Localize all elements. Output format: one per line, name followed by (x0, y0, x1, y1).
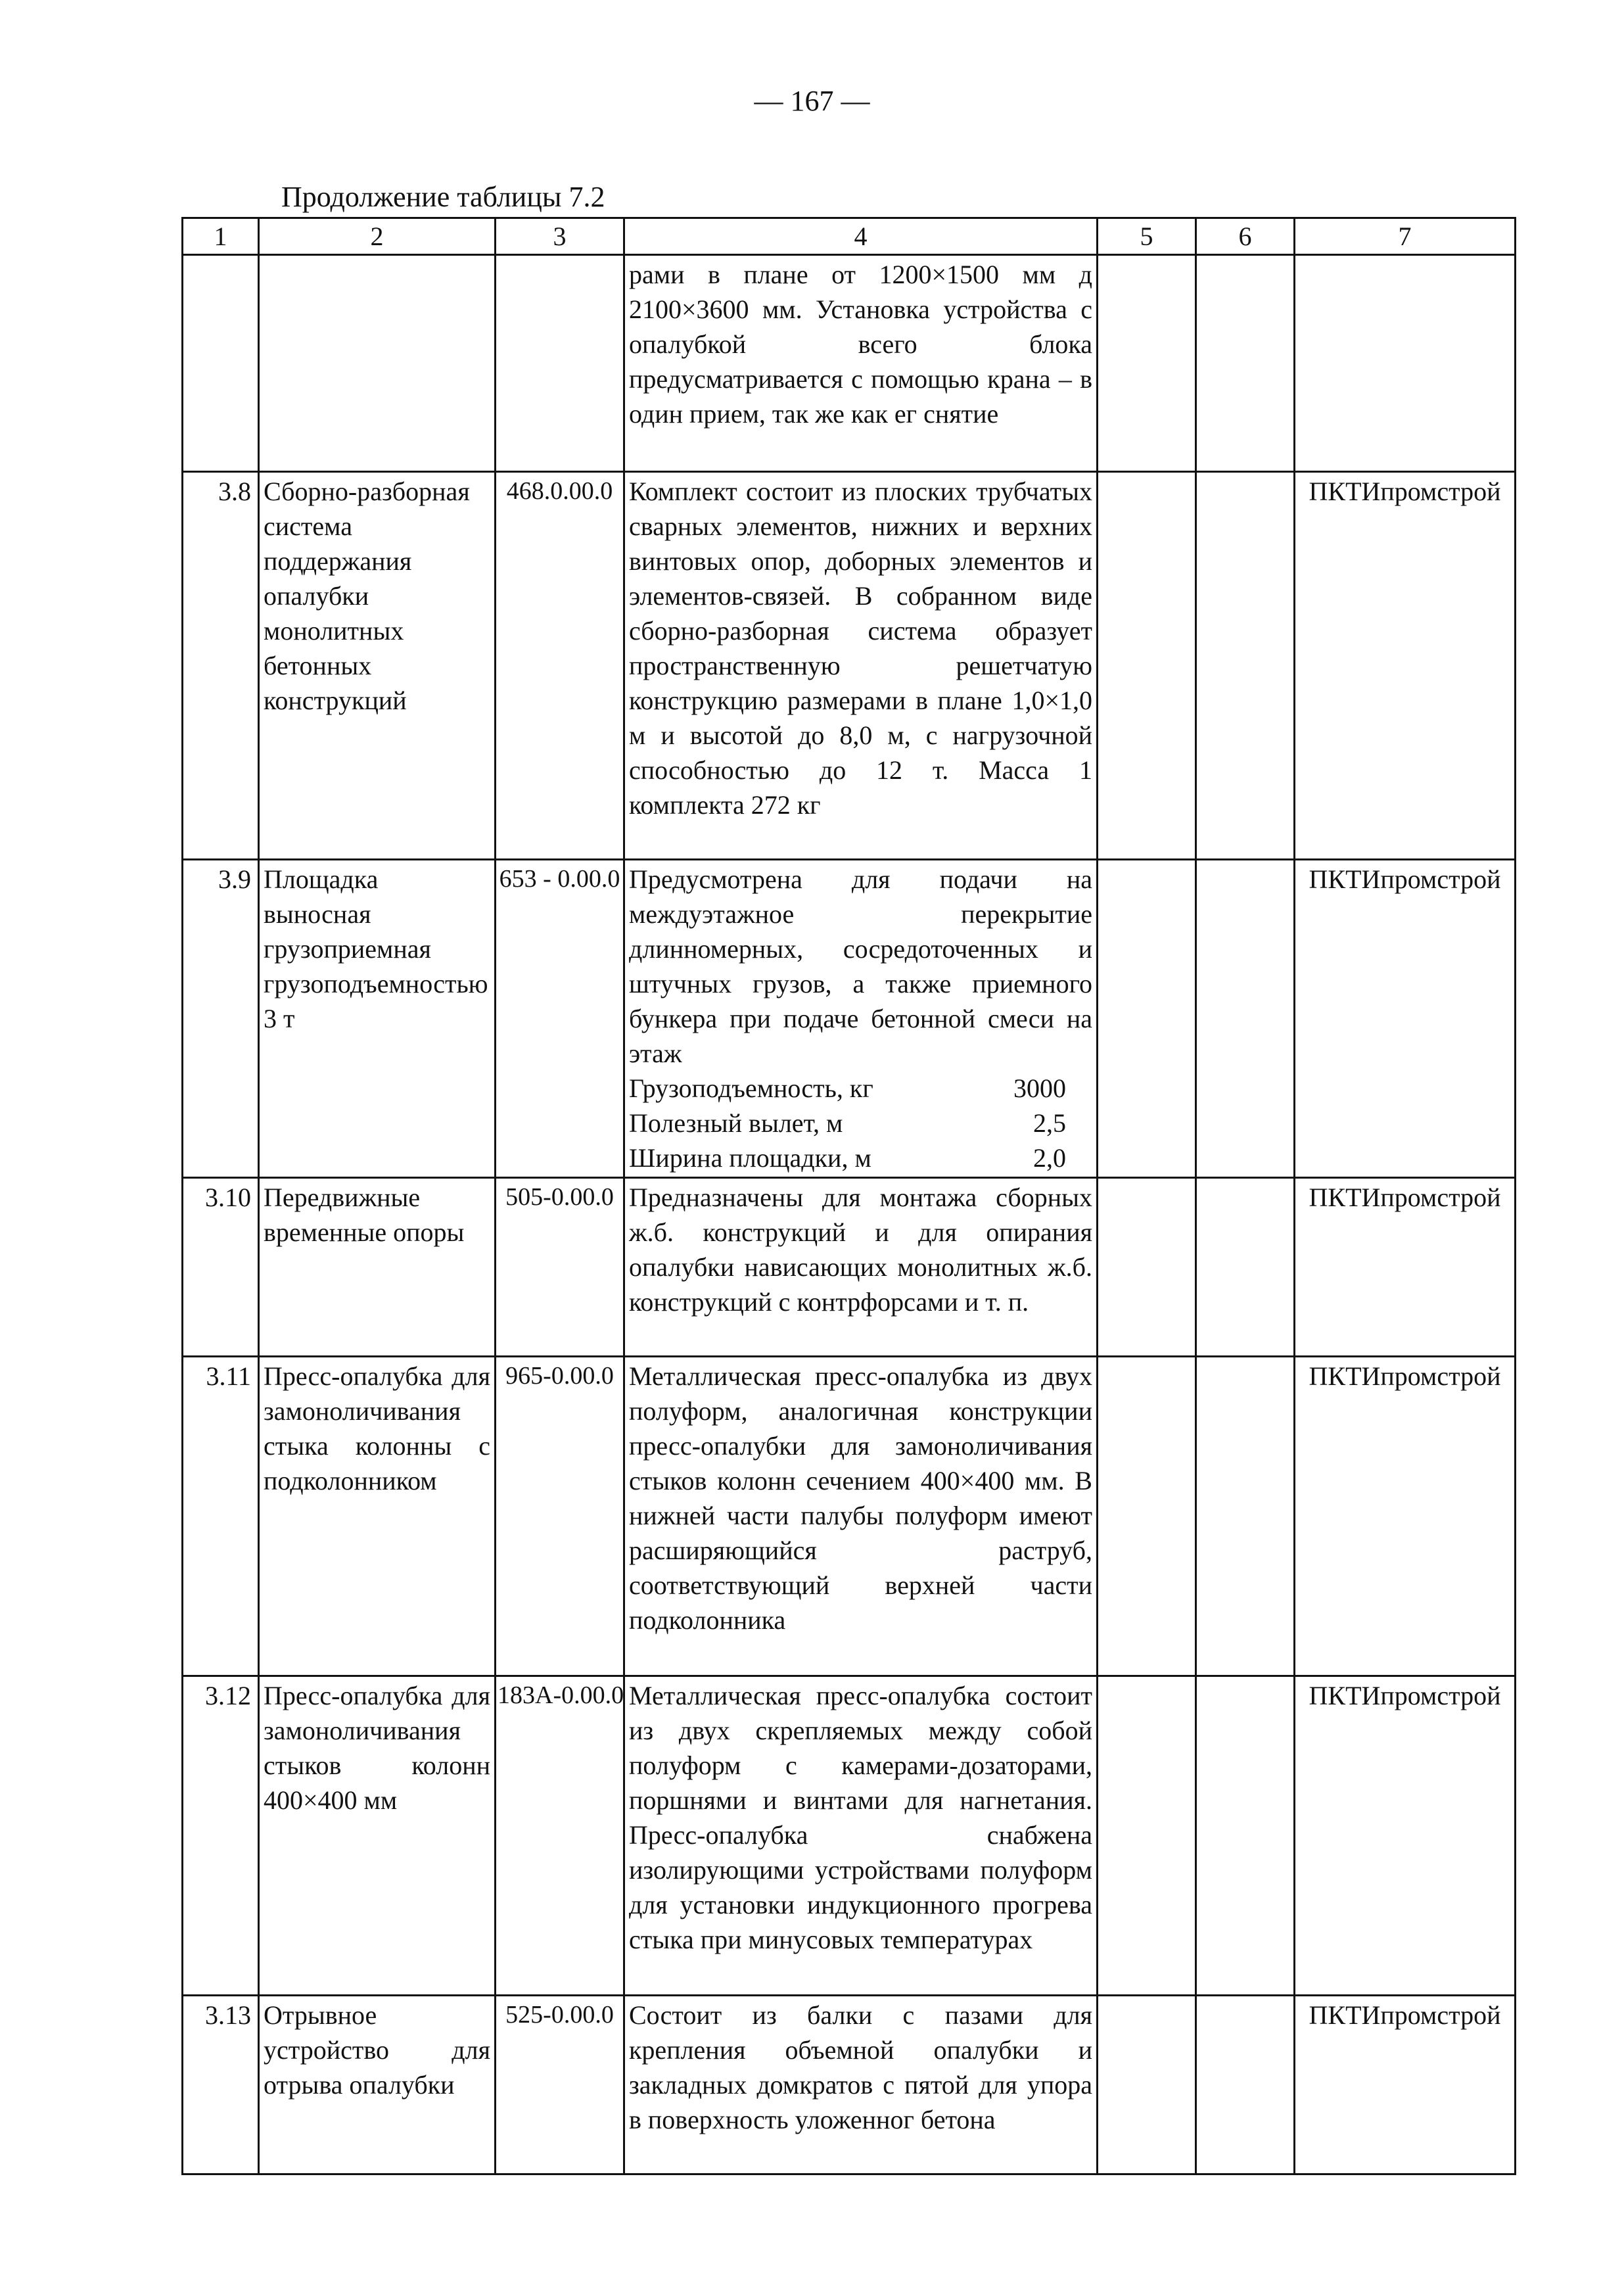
spec-value: 2,0 (1033, 1143, 1066, 1173)
header-cell: 5 (1098, 218, 1196, 255)
spec-label: Грузоподъемность, кг (629, 1073, 873, 1103)
header-cell: 3 (496, 218, 624, 255)
developer: ПКТИпромстрой (1295, 472, 1516, 860)
item-description: рами в плане от 1200×1500 мм д 2100×3600 мм. Установка устройства с опалубкой всего блока предусматривается с помощью крана – в один прием, так же как ег снятие (624, 255, 1098, 472)
row-number: 3.12 (183, 1676, 259, 1996)
developer: ПКТИпромстрой (1295, 1357, 1516, 1676)
developer: ПКТИпромстрой (1295, 1996, 1516, 2174)
col6-cell (1196, 472, 1295, 860)
col5-cell (1098, 255, 1196, 472)
col5-cell (1098, 1357, 1196, 1676)
description-text: Предусмотрена для подачи на междуэтажное перекрытие длинномерных, сосредоточенных и штучных грузов, а также приемного бункера при подаче бетонной смеси на этаж (629, 864, 1092, 1068)
spec-label: Ширина площадки, м (629, 1143, 871, 1173)
item-code: 653 - 0.00.0 (496, 860, 624, 1178)
header-cell: 2 (259, 218, 496, 255)
header-cell: 4 (624, 218, 1098, 255)
header-cell: 6 (1196, 218, 1295, 255)
spec-value: 3000 (1013, 1073, 1066, 1103)
col6-cell (1196, 1996, 1295, 2174)
item-code: 965-0.00.0 (496, 1357, 624, 1676)
item-code: 505-0.00.0 (496, 1178, 624, 1357)
item-name: Сборно-разборная система поддержания опалубки монолитных бетонных конструкций (259, 472, 496, 860)
item-description: Состоит из балки с пазами для крепления объемной опалубки и закладных домкратов с пятой для упора в поверхность уложенног бетона (624, 1996, 1098, 2174)
developer (1295, 255, 1516, 472)
spec-label: Полезный вылет, м (629, 1108, 843, 1138)
col5-cell (1098, 860, 1196, 1178)
item-code: 468.0.00.0 (496, 472, 624, 860)
item-description (624, 860, 1098, 1178)
item-description: Металлическая пресс-опалубка из двух полуформ, аналогичная конструкции пресс-опалубки для замоноличивания стыков колонн сечением 400×400 мм. В нижней части палубы полуформ имеют расширяющийся раструб, соответствующий верхней части подколонника (624, 1357, 1098, 1676)
item-code: 525-0.00.0 (496, 1996, 624, 2174)
header-row (183, 218, 1516, 255)
item-name: Площадка выносная грузоприемная грузоподъемностью 3 т (259, 860, 496, 1178)
table-caption: Продолжение таблицы 7.2 (281, 181, 605, 213)
row-number: 3.13 (183, 1996, 259, 2174)
item-name: Пресс-опалубка для замоноличивания стыка колонны с подколонником (259, 1357, 496, 1676)
col5-cell (1098, 472, 1196, 860)
col5-cell (1098, 1996, 1196, 2174)
row-number: 3.8 (183, 472, 259, 860)
spec-value: 2,5 (1033, 1108, 1066, 1138)
col6-cell (1196, 1178, 1295, 1357)
item-name (259, 255, 496, 472)
spec-row (629, 1140, 1092, 1175)
col5-cell (1098, 1178, 1196, 1357)
item-description: Предназначены для монтажа сборных ж.б. конструкций и для опирания опалубки нависающих монолитных ж.б. конструкций с контрфорсами и т. п. (624, 1178, 1098, 1357)
col6-cell (1196, 860, 1295, 1178)
table-row (183, 1676, 1516, 1996)
table-row (183, 1178, 1516, 1357)
equipment-table (181, 217, 1516, 2175)
developer: ПКТИпромстрой (1295, 1676, 1516, 1996)
page-number: — 167 — (754, 85, 870, 117)
col5-cell (1098, 1676, 1196, 1996)
header-cell: 7 (1295, 218, 1516, 255)
table-row (183, 1357, 1516, 1676)
item-code (496, 255, 624, 472)
item-name: Отрывное устройство для отрыва опалубки (259, 1996, 496, 2174)
developer: ПКТИпромстрой (1295, 860, 1516, 1178)
spec-row (629, 1106, 1092, 1140)
item-code: 183А-0.00.0 (496, 1676, 624, 1996)
table-row (183, 1996, 1516, 2174)
spec-row (629, 1071, 1092, 1106)
developer: ПКТИпромстрой (1295, 1178, 1516, 1357)
row-number (183, 255, 259, 472)
col6-cell (1196, 1357, 1295, 1676)
col6-cell (1196, 255, 1295, 472)
table-row (183, 860, 1516, 1178)
col6-cell (1196, 1676, 1295, 1996)
table-row (183, 472, 1516, 860)
item-description: Металлическая пресс-опалубка состоит из двух скрепляемых между собой полуформ с камерами-дозаторами, поршнями и винтами для нагнетания. Пресс-опалубка снабжена изолирующими устройствами полуформ для установки индукционного прогрева стыка при минусовых температурах (624, 1676, 1098, 1996)
header-cell: 1 (183, 218, 259, 255)
item-name: Передвижные временные опоры (259, 1178, 496, 1357)
item-name: Пресс-опалубка для замоноличивания стыков колонн 400×400 мм (259, 1676, 496, 1996)
item-description: Комплект состоит из плоских трубчатых сварных элементов, нижних и верхних винтовых опор, доборных элементов и элементов-связей. В собранном виде сборно-разборная система образует пространственную решетчатую конструкцию размерами в плане 1,0×1,0 м и высотой до 8,0 м, с нагрузочной способностью до 12 т. Масса 1 комплекта 272 кг (624, 472, 1098, 860)
row-number: 3.10 (183, 1178, 259, 1357)
table-row (183, 255, 1516, 472)
row-number: 3.11 (183, 1357, 259, 1676)
row-number: 3.9 (183, 860, 259, 1178)
